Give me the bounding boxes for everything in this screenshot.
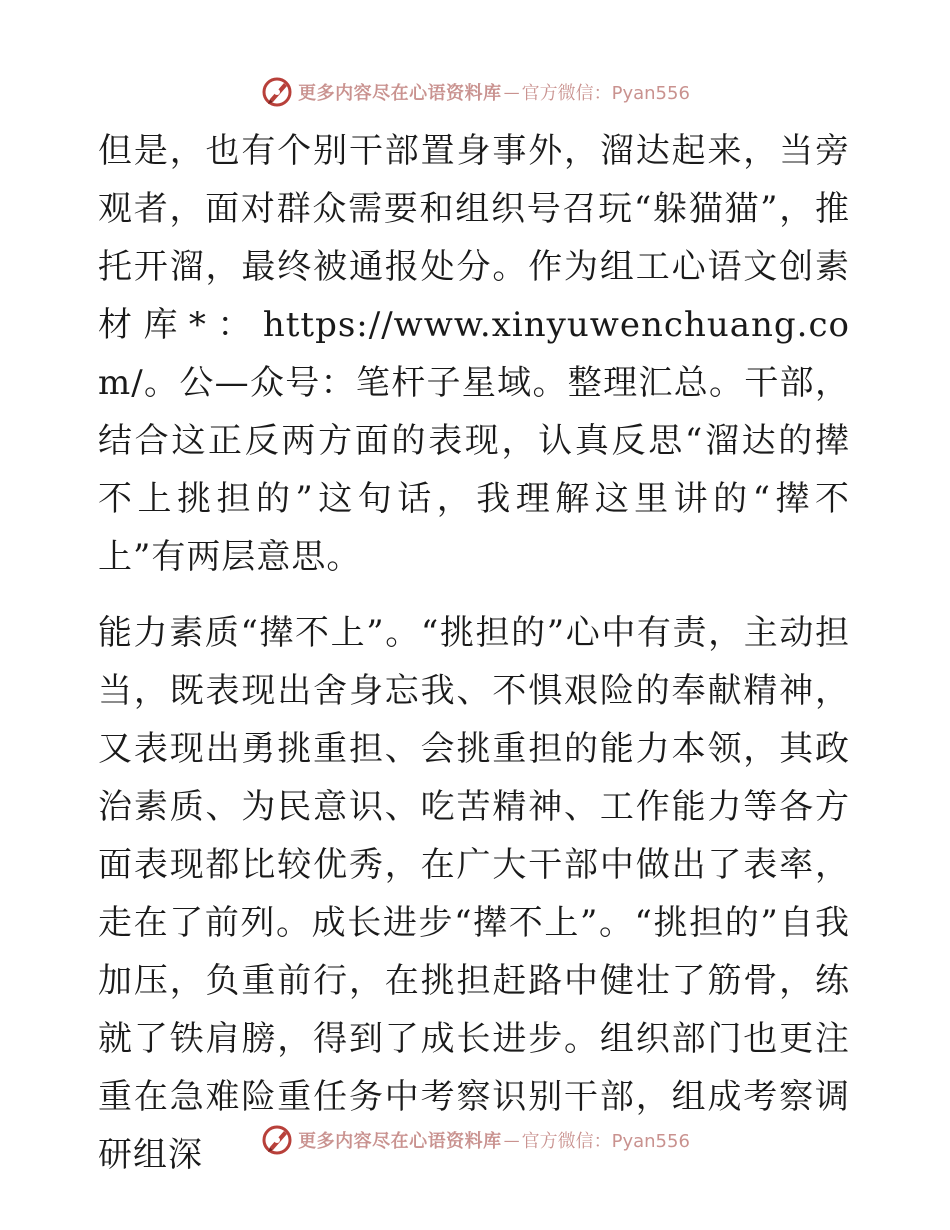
banner-separator: — <box>503 1130 520 1150</box>
banner-wechat-text: 官方微信：Pyan556 <box>521 1131 690 1152</box>
paragraph-1: 但是，也有个别干部置身事外，溜达起来，当旁观者，面对群众需要和组织号召玩“躲猫猫”，推托开溜，最终被通报处分。作为组工心语文创素材库*：https://www.xinyuwenchuang.com/。公—众号：笔杆子星域。整理汇总。干部，结合这正反两方面的表现，认真反思“溜达的撵不上挑担的”这句话，我理解这里讲的“撵不上”有两层意思。 <box>98 131 850 577</box>
banner-wechat-text: 官方微信：Pyan556 <box>521 83 690 104</box>
banner-brand-text: 更多内容尽在心语资料库 <box>298 83 502 104</box>
document-body <box>98 122 850 1184</box>
banner-separator: — <box>503 82 520 102</box>
paragraph-2: 能力素质“撵不上”。“挑担的”心中有责，主动担当，既表现出舍身忘我、不惧艰险的奉献精神，又表现出勇挑重担、会挑重担的能力本领，其政治素质、为民意识、吃苦精神、工作能力等各方面表现都比较优秀，在广大干部中做出了表率，走在了前列。成长进步“撵不上”。“挑担的”自我加压，负重前行，在挑担赶路中健壮了筋骨，练就了铁肩膀，得到了成长进步。组织部门也更注重在急难险重任务中考察识别干部，组成考察调研组深 <box>98 613 850 1175</box>
footer-banner <box>0 1120 950 1160</box>
pen-logo-icon <box>260 75 294 109</box>
pen-logo-icon <box>260 1123 294 1157</box>
banner-brand-text: 更多内容尽在心语资料库 <box>298 1131 502 1152</box>
header-banner <box>0 72 950 112</box>
